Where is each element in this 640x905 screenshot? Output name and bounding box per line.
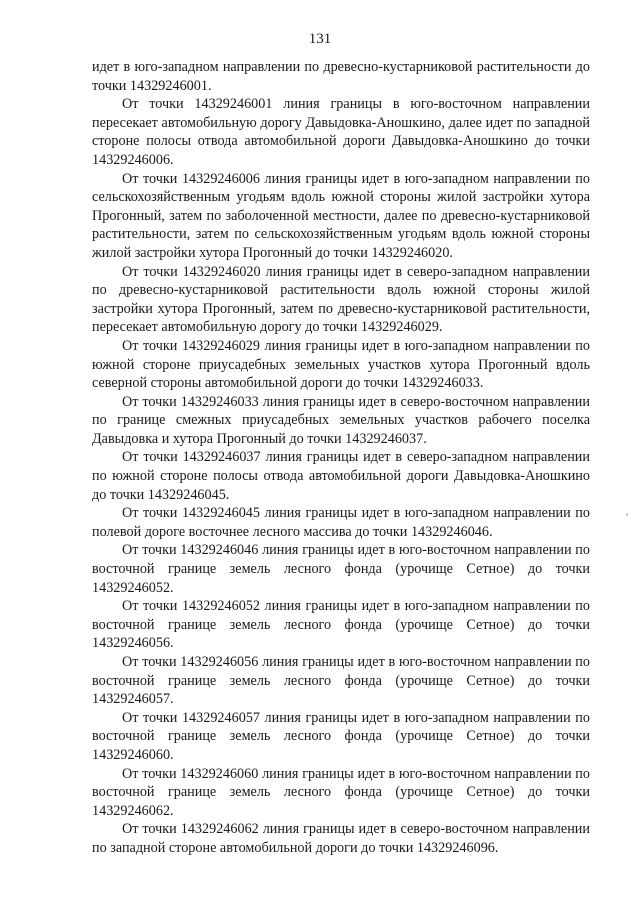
paragraph: От точки 14329246062 линия границы идет в северо-восточном направлении по западной стороне автомобильной дороги до точки 14329246096.: [92, 821, 590, 856]
paragraph: От точки 14329246020 линия границы идет в северо-западном направлении по древесно-кустарниковой растительности вдоль южной стороны жилой застройки хутора Прогонный, затем по древесно-кустарниковой растительности, пересекает автомобильную дорогу до точки 14329246029.: [92, 263, 590, 336]
paragraph: От точки 14329246045 линия границы идет в юго-западном направлении по полевой дороге восточнее лесного массива до точки 14329246046.: [92, 505, 590, 540]
paragraph: От точки 14329246056 линия границы идет в юго-восточном направлении по восточной границе земель лесного фонда (урочище Сетное) до точки 14329246057.: [92, 654, 590, 708]
paragraph: От точки 14329246046 линия границы идет в юго-восточном направлении по восточной границе земель лесного фонда (урочище Сетное) до точки 14329246052.: [92, 542, 590, 596]
paragraph: От точки 14329246060 линия границы идет в юго-восточном направлении по восточной границе земель лесного фонда (урочище Сетное) до точки 14329246062.: [92, 765, 590, 819]
paragraph: От точки 14329246037 линия границы идет в северо-западном направлении по южной стороне полосы отвода автомобильной дороги Давыдовка-Аношкино до точки 14329246045.: [92, 449, 590, 503]
paragraph: От точки 14329246033 линия границы идет в северо-восточном направлении по границе смежных приусадебных земельных участков рабочего поселка Давыдовка и хутора Прогонный до точки 14329246037.: [92, 393, 590, 447]
scan-speck: [626, 513, 628, 516]
paragraph: От точки 14329246006 линия границы идет в юго-западном направлении по сельскохозяйственным угодьям вдоль южной стороны жилой застройки хутора Прогонный, затем по заболоченной местности, далее по древесно-кустарниковой растительности, затем по сельскохозяйственным угодьям вдоль южной стороны жилой застройки хутора Прогонный до точки 14329246020.: [92, 170, 590, 261]
paragraph: От точки 14329246057 линия границы идет в юго-западном направлении по восточной границе земель лесного фонда (урочище Сетное) до точки 14329246060.: [92, 709, 590, 763]
page-number: 131: [308, 31, 332, 47]
paragraph-continuation: идет в юго-западном направлении по древесно-кустарниковой растительности до точки 14329246001.: [92, 59, 590, 94]
paragraph: От точки 14329246001 линия границы в юго-восточном направлении пересекает автомобильную дорогу Давыдовка-Аношкино, далее идет по западной стороне полосы отвода автомобильной дороги Давыдовка-Аношкино до точки 14329246006.: [92, 96, 590, 168]
paragraph: От точки 14329246052 линия границы идет в юго-западном направлении по восточной границе земель лесного фонда (урочище Сетное) до точки 14329246056.: [92, 598, 590, 652]
paragraph: От точки 14329246029 линия границы идет в юго-западном направлении по южной стороне приусадебных земельных участков хутора Прогонный вдоль северной стороны автомобильной дороги до точки 14329246033.: [92, 337, 590, 392]
document-body: [92, 58, 590, 858]
